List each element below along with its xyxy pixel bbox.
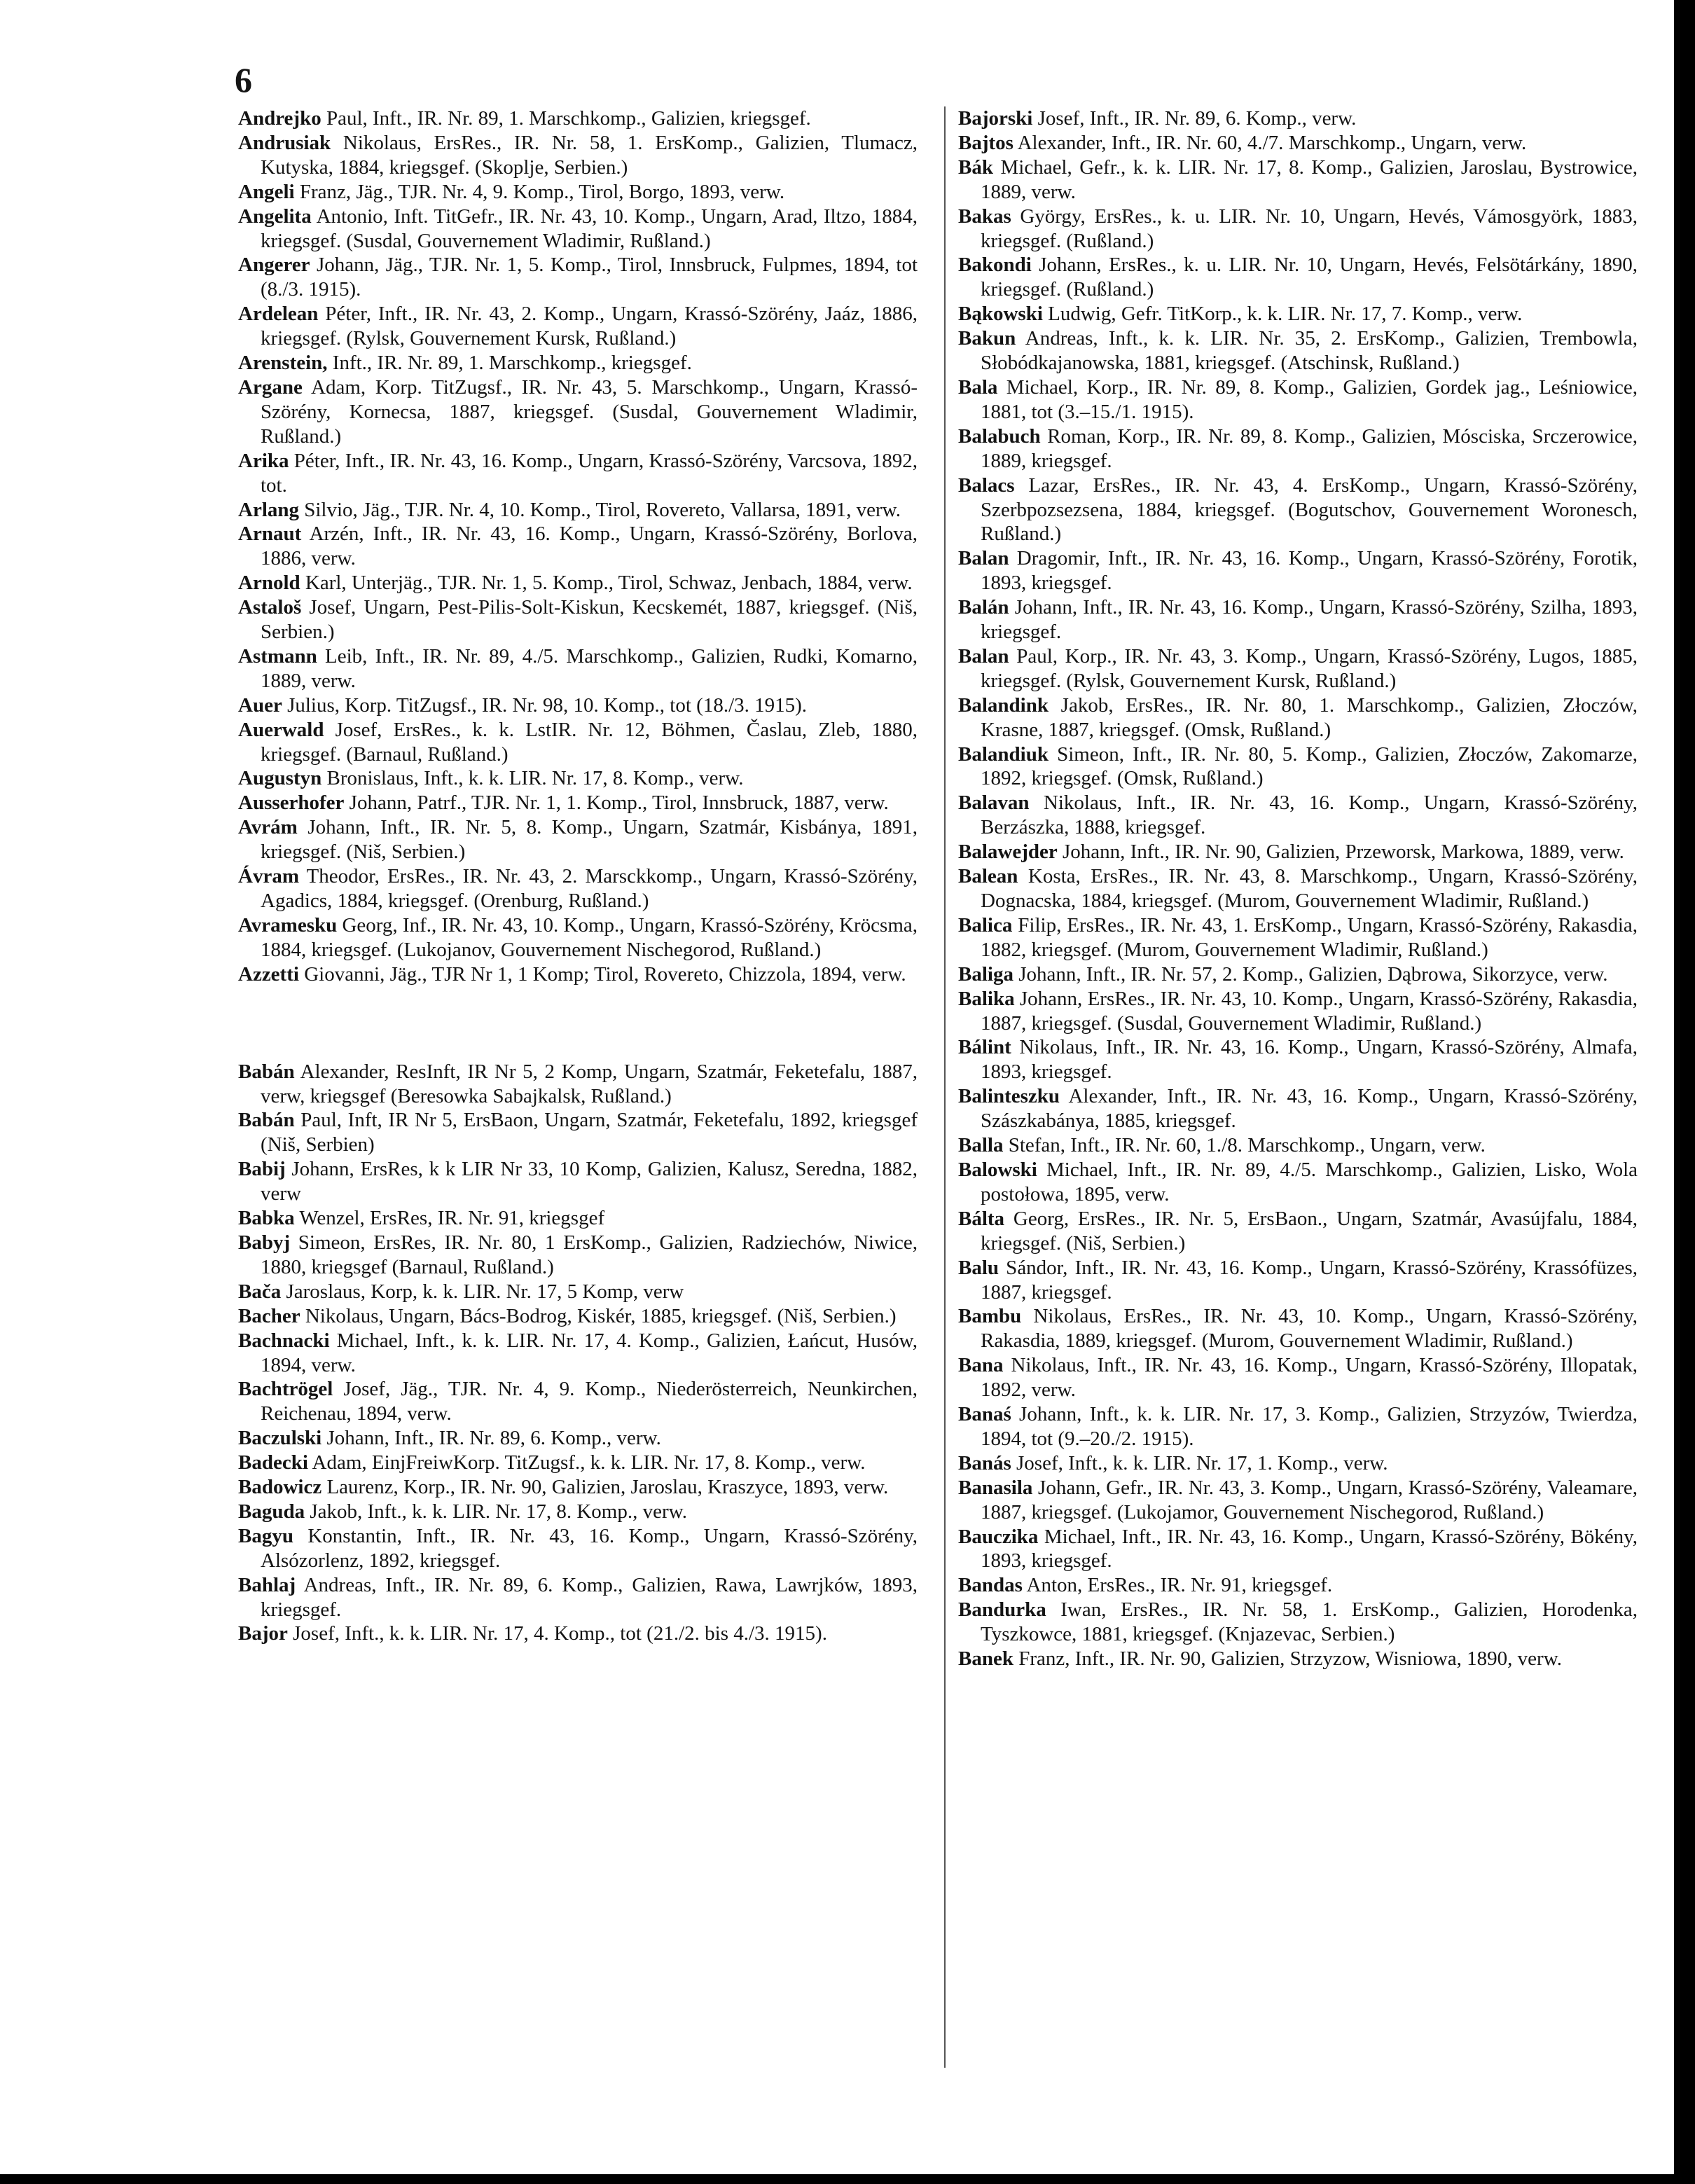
entry-surname: Babka [238,1207,295,1230]
entry-surname: Andrusiak [238,131,331,154]
entry-surname: Arnold [238,572,300,595]
list-entry [958,987,1638,1036]
list-entry [958,424,1638,474]
entry-surname: Avrám [238,816,298,839]
entry-details: Johann, Patrf., TJR. Nr. 1, 1. Komp., Tirol, Innsbruck, 1887, verw. [344,792,889,815]
list-entry [958,1207,1638,1256]
entry-surname: Bahlaj [238,1573,296,1596]
entry-details: Nikolaus, Ungarn, Bács-Bodrog, Kiskér, 1885, kriegsgef. (Niš, Serbien.) [300,1304,897,1327]
entry-details: Silvio, Jäg., TJR. Nr. 4, 10. Komp., Tirol, Rovereto, Vallarsa, 1891, verw. [299,498,901,521]
list-entry [238,1451,918,1475]
entry-details: Georg, ErsRes., IR. Nr. 5, ErsBaon., Ungarn, Szatmár, Avasújfalu, 1884, kriegsgef. (Niš, Serbien.) [981,1207,1638,1255]
list-entry [238,791,918,815]
list-entry [958,302,1638,326]
scan-border-bottom [0,2174,1695,2184]
list-entry [958,1133,1638,1158]
entry-surname: Bálta [958,1207,1005,1230]
list-entry [958,1476,1638,1525]
entry-surname: Auerwald [238,718,324,741]
list-entry [238,1060,918,1109]
list-entry [958,1304,1638,1353]
entry-details: Karl, Unterjäg., TJR. Nr. 1, 5. Komp., Tirol, Schwaz, Jenbach, 1884, verw. [300,572,913,595]
list-entry [958,1402,1638,1451]
list-entry [958,106,1638,131]
list-entry [958,1084,1638,1133]
entry-details: Nikolaus, ErsRes., IR. Nr. 43, 10. Komp., Ungarn, Krassó-Szörény, Rakasdia, 1889, kriegsgef. (Murom, Gouvernement Wladimir, Rußland.) [981,1305,1638,1353]
entry-surname: Babán [238,1109,295,1132]
list-entry [238,571,918,595]
list-entry [958,546,1638,595]
entry-surname: Auer [238,693,282,717]
entry-surname: Bachtrögel [238,1378,333,1401]
entry-surname: Bambu [958,1305,1022,1328]
entry-details: Lazar, ErsRes., IR. Nr. 43, 4. ErsKomp., Ungarn, Krassó-Szörény, Szerbpozsezsena, 1884, kriegsgef. (Bogutschov, Gouvernement Woronesch, Rußland.) [981,474,1638,546]
list-entry [238,1573,918,1622]
list-entry [238,766,918,791]
list-entry [238,302,918,351]
entry-details: Franz, Inft., IR. Nr. 90, Galizien, Strzyzow, Wisniowa, 1890, verw. [1013,1647,1562,1671]
list-entry [958,595,1638,644]
entry-details: Michael, Gefr., k. k. LIR. Nr. 17, 8. Komp., Galizien, Jaroslau, Bystrowice, 1889, verw. [981,155,1638,203]
entry-surname: Balacs [958,474,1015,497]
list-entry [238,1524,918,1573]
list-entry [238,1426,918,1451]
entry-surname: Arika [238,449,289,472]
list-entry [238,913,918,962]
list-entry [238,815,918,864]
entry-details: Péter, Inft., IR. Nr. 43, 16. Komp., Ungarn, Krassó-Szörény, Varcsova, 1892, tot. [261,449,918,497]
list-entry [958,742,1638,792]
entry-details: Nikolaus, Inft., IR. Nr. 43, 16. Komp., Ungarn, Krassó-Szörény, Illopatak, 1892, verw. [981,1354,1638,1402]
entry-details: Johann, Inft., IR. Nr. 90, Galizien, Przeworsk, Markowa, 1889, verw. [1057,841,1624,864]
entry-details: Anton, ErsRes., IR. Nr. 91, kriegsgef. [1022,1574,1333,1597]
entry-details: Alexander, Inft., IR. Nr. 43, 16. Komp., Ungarn, Krassó-Szörény, Szászkabánya, 1885, kriegsgef. [981,1085,1638,1133]
entry-details: Josef, ErsRes., k. k. LstIR. Nr. 12, Böhmen, Časlau, Zleb, 1880, kriegsgef. (Barnaul, Rußland.) [261,718,918,766]
entry-details: György, ErsRes., k. u. LIR. Nr. 10, Ungarn, Hevés, Vámosgyörk, 1883, kriegsgef. (Rußland.) [981,205,1638,252]
entry-details: Michael, Inft., k. k. LIR. Nr. 17, 4. Komp., Galizien, Łańcut, Husów, 1894, verw. [261,1329,918,1376]
entry-surname: Babán [238,1060,295,1083]
entry-surname: Balowski [958,1158,1037,1181]
entry-details: Josef, Ungarn, Pest-Pilis-Solt-Kiskun, Kecskemét, 1887, kriegsgef. (Niš, Serbien.) [261,596,918,644]
entry-details: Andreas, Inft., IR. Nr. 89, 6. Komp., Galizien, Rawa, Lawrjków, 1893, kriegsgef. [261,1573,918,1621]
entry-details: Franz, Jäg., TJR. Nr. 4, 9. Komp., Tirol, Borgo, 1893, verw. [294,180,785,203]
entry-surname: Bacher [238,1304,300,1327]
entry-surname: Arlang [238,498,299,521]
list-entry [238,351,918,375]
entry-details: Andreas, Inft., k. k. LIR. Nr. 35, 2. ErsKomp., Galizien, Trembowla, Słobódkajanowska, 1881, kriegsgef. (Atschinsk, Rußland.) [981,327,1638,375]
entry-details: Kosta, ErsRes., IR. Nr. 43, 8. Marschkomp., Ungarn, Krassó-Szörény, Dognacska, 1884, kriegsgef. (Murom, Gouvernement Wladimir, Rußland.) [981,865,1638,912]
entry-details: Jakob, ErsRes., IR. Nr. 80, 1. Marschkomp., Galizien, Złoczów, Krasne, 1887, kriegsgef. (Omsk, Rußland.) [981,693,1638,741]
left-column [238,106,918,1646]
list-entry [238,522,918,571]
list-entry [238,449,918,498]
entry-surname: Arenstein, [238,352,328,375]
entry-surname: Banaś [958,1403,1011,1426]
entry-surname: Bakun [958,327,1016,350]
section-gap [238,987,918,1060]
list-entry [958,1353,1638,1402]
entry-surname: Bąkowski [958,303,1043,326]
list-entry [958,131,1638,155]
entry-details: Johann, Inft., k. k. LIR. Nr. 17, 3. Komp., Galizien, Strzyzów, Twierdza, 1894, tot (9.–20./2. 1915). [981,1403,1638,1450]
entry-surname: Bachnacki [238,1329,330,1352]
entry-surname: Banás [958,1451,1011,1474]
entry-details: Johann, Inft., IR. Nr. 57, 2. Komp., Galizien, Dąbrowa, Sikorzyce, verw. [1013,962,1608,986]
entry-surname: Bandas [958,1574,1023,1597]
entry-details: Inft., IR. Nr. 89, 1. Marschkomp., kriegsgef. [327,352,692,375]
list-entry [238,375,918,449]
entry-details: Theodor, ErsRes., IR. Nr. 43, 2. Marsckkomp., Ungarn, Krassó-Szörény, Agadics, 1884, kriegsgef. (Orenburg, Rußland.) [261,865,918,912]
entry-surname: Avramesku [238,913,338,937]
list-entry [238,1231,918,1280]
entry-surname: Ávram [238,865,299,888]
entry-details: Sándor, Inft., IR. Nr. 43, 16. Komp., Ungarn, Krassó-Szörény, Krassófüzes, 1887, kriegsgef. [981,1256,1638,1304]
entry-details: Wenzel, ErsRes, IR. Nr. 91, kriegsgef [294,1207,605,1230]
entry-details: Josef, Jäg., TJR. Nr. 4, 9. Komp., Niederösterreich, Neunkirchen, Reichenau, 1894, verw. [261,1378,918,1425]
entry-details: Paul, Inft, IR Nr 5, ErsBaon, Ungarn, Szatmár, Feketefalu, 1892, kriegsgef (Niš, Serbien) [261,1109,918,1156]
entry-details: Simeon, Inft., IR. Nr. 80, 5. Komp., Galizien, Złoczów, Zakomarze, 1892, kriegsgef. (Omsk, Rußland.) [981,742,1638,790]
list-entry [958,205,1638,254]
list-entry [958,474,1638,547]
entries-group [958,106,1638,1671]
entry-details: Filip, ErsRes., IR. Nr. 43, 1. ErsKomp., Ungarn, Krassó-Szörény, Rakasdia, 1882, kriegsgef. (Murom, Gouvernement Wladimir, Rußland.) [981,913,1638,961]
entry-details: Arzén, Inft., IR. Nr. 43, 16. Komp., Ungarn, Krassó-Szörény, Borlova, 1886, verw. [261,523,918,570]
entry-details: Michael, Korp., IR. Nr. 89, 8. Komp., Galizien, Gordek jag., Leśniowice, 1881, tot (3.–15./1. 1915). [981,375,1638,423]
entry-surname: Bakas [958,205,1011,228]
list-entry [958,253,1638,302]
entry-details: Michael, Inft., IR. Nr. 43, 16. Komp., Ungarn, Krassó-Szörény, Bökény, 1893, kriegsgef. [981,1525,1638,1573]
entry-surname: Balean [958,865,1018,888]
list-entry [958,1525,1638,1574]
entry-surname: Ausserhofer [238,792,345,815]
entry-details: Laurenz, Korp., IR. Nr. 90, Galizien, Jaroslau, Kraszyce, 1893, verw. [321,1476,889,1499]
entry-details: Johann, Inft., IR. Nr. 43, 16. Komp., Ungarn, Krassó-Szörény, Szilha, 1893, kriegsgef. [981,596,1638,644]
right-column [958,106,1638,1671]
entry-details: Péter, Inft., IR. Nr. 43, 2. Komp., Ungarn, Krassó-Szörény, Jaáz, 1886, kriegsgef. (Rylsk, Gouvernement Kursk, Rußland.) [261,303,918,350]
list-entry [958,1598,1638,1647]
list-entry [238,693,918,718]
list-entry [238,253,918,302]
entry-details: Giovanni, Jäg., TJR Nr 1, 1 Komp; Tirol, Rovereto, Chizzola, 1894, verw. [298,962,906,986]
entry-details: Roman, Korp., IR. Nr. 89, 8. Komp., Galizien, Mósciska, Srczerowice, 1889, kriegsgef. [981,424,1638,472]
entry-details: Josef, Inft., IR. Nr. 89, 6. Komp., verw. [1032,107,1357,130]
entry-details: Nikolaus, ErsRes., IR. Nr. 58, 1. ErsKomp., Galizien, Tlumacz, Kutyska, 1884, kriegsgef. (Skoplje, Serbien.) [261,131,918,179]
list-entry [958,326,1638,375]
entry-surname: Bálint [958,1036,1011,1059]
entry-surname: Badowicz [238,1476,322,1499]
list-entry [958,375,1638,424]
entry-details: Johann, ErsRes., k. u. LIR. Nr. 10, Ungarn, Hevés, Felsötárkány, 1890, kriegsgef. (Rußland.) [981,254,1638,301]
page-number: 6 [235,60,252,99]
entry-surname: Bakondi [958,254,1032,277]
entry-surname: Balica [958,913,1013,937]
entry-details: Paul, Inft., IR. Nr. 89, 1. Marschkomp., Galizien, kriegsgef. [321,107,811,130]
entry-details: Nikolaus, Inft., IR. Nr. 43, 16. Komp., Ungarn, Krassó-Szörény, Berzászka, 1888, kriegsgef. [981,792,1638,839]
entry-surname: Balavan [958,792,1030,815]
entry-surname: Argane [238,375,303,399]
entry-surname: Bajorski [958,107,1033,130]
list-entry [958,791,1638,840]
entry-details: Iwan, ErsRes., IR. Nr. 58, 1. ErsKomp., Galizien, Horodenka, Tyszkowce, 1881, kriegsgef. (Knjazevac, Serbien.) [981,1598,1638,1646]
list-entry [958,644,1638,693]
entry-surname: Arnaut [238,523,302,546]
entry-details: Paul, Korp., IR. Nr. 43, 3. Komp., Ungarn, Krassó-Szörény, Lugos, 1885, kriegsgef. (Rylsk, Gouvernement Kursk, Rußland.) [981,644,1638,692]
entry-surname: Balla [958,1134,1004,1157]
list-entry [958,1256,1638,1305]
entry-surname: Astaloš [238,596,302,619]
entry-details: Johann, ErsRes., IR. Nr. 43, 10. Komp., Ungarn, Krassó-Szörény, Rakasdia, 1887, kriegsgef. (Susdal, Gouvernement Wladimir, Rußland.) [981,987,1638,1035]
entry-surname: Angerer [238,254,310,277]
entry-surname: Andrejko [238,107,321,130]
list-entry [238,864,918,913]
list-entry [238,1157,918,1206]
list-entry [238,131,918,180]
list-entry [238,644,918,693]
entry-surname: Bala [958,375,998,399]
entry-surname: Angeli [238,180,295,203]
list-entry [238,1108,918,1157]
entry-details: Jaroslaus, Korp, k. k. LIR. Nr. 17, 5 Komp, verw [281,1280,684,1303]
list-entry [958,155,1638,205]
list-entry [238,180,918,205]
entry-details: Johann, Jäg., TJR. Nr. 1, 5. Komp., Tirol, Innsbruck, Fulpmes, 1894, tot (8./3. 1915). [261,254,918,301]
entry-surname: Azzetti [238,962,299,986]
entry-surname: Baczulski [238,1427,322,1450]
list-entry [238,1377,918,1426]
list-entry [238,595,918,644]
list-entry [238,106,918,131]
entry-surname: Baguda [238,1500,305,1523]
entry-surname: Bandurka [958,1598,1046,1622]
entry-surname: Bača [238,1280,282,1303]
entry-surname: Balandink [958,693,1049,717]
entry-surname: Babij [238,1158,286,1181]
scan-border-right [1674,0,1695,2184]
list-entry [958,1647,1638,1671]
entry-details: Konstantin, Inft., IR. Nr. 43, 16. Komp., Ungarn, Krassó-Szörény, Alsózorlenz, 1892, kriegsgef. [261,1524,918,1572]
entry-details: Josef, Inft., k. k. LIR. Nr. 17, 1. Komp., verw. [1011,1451,1388,1474]
list-entry [958,864,1638,913]
entry-surname: Astmann [238,644,317,668]
entry-surname: Bagyu [238,1524,293,1547]
entry-details: Michael, Inft., IR. Nr. 89, 4./5. Marschkomp., Galizien, Lisko, Wola postołowa, 1895, verw. [981,1158,1638,1205]
entry-surname: Balawejder [958,841,1058,864]
list-entry [958,693,1638,742]
entry-surname: Augustyn [238,767,322,790]
entry-details: Antonio, Inft. TitGefr., IR. Nr. 43, 10. Komp., Ungarn, Arad, Iltzo, 1884, kriegsgef. (Susdal, Gouvernement Wladimir, Rußland.) [261,205,918,252]
entry-surname: Babyj [238,1231,291,1254]
entry-details: Johann, Inft., IR. Nr. 89, 6. Komp., verw. [321,1427,661,1450]
list-entry [238,962,918,987]
entry-details: Jakob, Inft., k. k. LIR. Nr. 17, 8. Komp., verw. [305,1500,687,1523]
entry-surname: Bajtos [958,131,1013,154]
list-entry [238,1280,918,1304]
entry-details: Alexander, Inft., IR. Nr. 60, 4./7. Marschkomp., Ungarn, verw. [1013,131,1527,154]
list-entry [238,1622,918,1646]
entry-surname: Badecki [238,1451,308,1474]
entry-surname: Banasila [958,1476,1033,1499]
entry-details: Georg, Inf., IR. Nr. 43, 10. Komp., Ungarn, Krassó-Szörény, Kröcsma, 1884, kriegsgef. (Lukojanov, Gouvernement Nischegorod, Rußland.) [261,913,918,961]
list-entry [958,913,1638,962]
entry-surname: Angelita [238,205,312,228]
entry-surname: Balinteszku [958,1085,1060,1108]
entry-surname: Bák [958,155,993,179]
entry-surname: Balabuch [958,424,1041,448]
entry-surname: Bauczika [958,1525,1039,1548]
entry-details: Johann, Inft., IR. Nr. 5, 8. Komp., Ungarn, Szatmár, Kisbánya, 1891, kriegsgef. (Niš, Serbien.) [261,816,918,864]
list-entry [238,1475,918,1500]
entry-surname: Balu [958,1256,999,1279]
entry-surname: Bajor [238,1622,288,1645]
entry-details: Josef, Inft., k. k. LIR. Nr. 17, 4. Komp., tot (21./2. bis 4./3. 1915). [287,1622,827,1645]
list-entry [238,1329,918,1378]
list-entry [238,498,918,523]
entry-details: Adam, EinjFreiwKorp. TitZugsf., k. k. LIR. Nr. 17, 8. Komp., verw. [307,1451,866,1474]
entries-b-group [238,1060,918,1647]
list-entry [238,205,918,254]
entry-surname: Ardelean [238,303,319,326]
entry-details: Johann, ErsRes, k k LIR Nr 33, 10 Komp, Galizien, Kalusz, Seredna, 1882, verw [261,1158,918,1205]
list-entry [958,1451,1638,1476]
entry-details: Julius, Korp. TitZugsf., IR. Nr. 98, 10. Komp., tot (18./3. 1915). [282,693,808,717]
entry-details: Nikolaus, Inft., IR. Nr. 43, 16. Komp., Ungarn, Krassó-Szörény, Almafa, 1893, kriegsgef. [981,1036,1638,1084]
entry-surname: Baliga [958,962,1013,986]
list-entry [958,1573,1638,1598]
entry-surname: Bana [958,1354,1004,1377]
entry-surname: Banek [958,1647,1013,1671]
column-divider [944,106,946,2068]
list-entry [958,1158,1638,1207]
entry-details: Ludwig, Gefr. TitKorp., k. k. LIR. Nr. 17, 7. Komp., verw. [1042,303,1523,326]
entry-surname: Balán [958,596,1009,619]
entry-details: Dragomir, Inft., IR. Nr. 43, 16. Komp., Ungarn, Krassó-Szörény, Forotik, 1893, kriegsgef. [981,547,1638,595]
entries-a-group [238,106,918,987]
entry-surname: Balandiuk [958,742,1049,766]
entry-details: Simeon, ErsRes, IR. Nr. 80, 1 ErsKomp., Galizien, Radziechów, Niwice, 1880, kriegsgef (Barnaul, Rußland.) [261,1231,918,1278]
entry-surname: Balika [958,987,1015,1010]
list-entry [238,1206,918,1231]
entry-details: Bronislaus, Inft., k. k. LIR. Nr. 17, 8. Komp., verw. [321,767,744,790]
entry-details: Adam, Korp. TitZugsf., IR. Nr. 43, 5. Marschkomp., Ungarn, Krassó-Szörény, Kornecsa, 1887, kriegsgef. (Susdal, Gouvernement Wladimir, Rußland.) [261,375,918,448]
list-entry [958,1035,1638,1084]
entry-details: Alexander, ResInft, IR Nr 5, 2 Komp, Ungarn, Szatmár, Feketefalu, 1887, verw, kriegsgef (Beresowka Sabajkalsk, Rußland.) [261,1060,918,1107]
list-entry [958,962,1638,987]
entry-surname: Balan [958,547,1009,570]
list-entry [238,718,918,767]
entry-details: Stefan, Inft., IR. Nr. 60, 1./8. Marschkomp., Ungarn, verw. [1003,1134,1486,1157]
list-entry [238,1500,918,1524]
entry-surname: Balan [958,644,1009,668]
list-entry [238,1304,918,1329]
list-entry [958,840,1638,864]
entry-details: Leib, Inft., IR. Nr. 89, 4./5. Marschkomp., Galizien, Rudki, Komarno, 1889, verw. [261,644,918,692]
entry-details: Johann, Gefr., IR. Nr. 43, 3. Komp., Ungarn, Krassó-Szörény, Valeamare, 1887, kriegsgef. (Lukojamor, Gouvernement Nischegorod, Rußland.) [981,1476,1638,1523]
